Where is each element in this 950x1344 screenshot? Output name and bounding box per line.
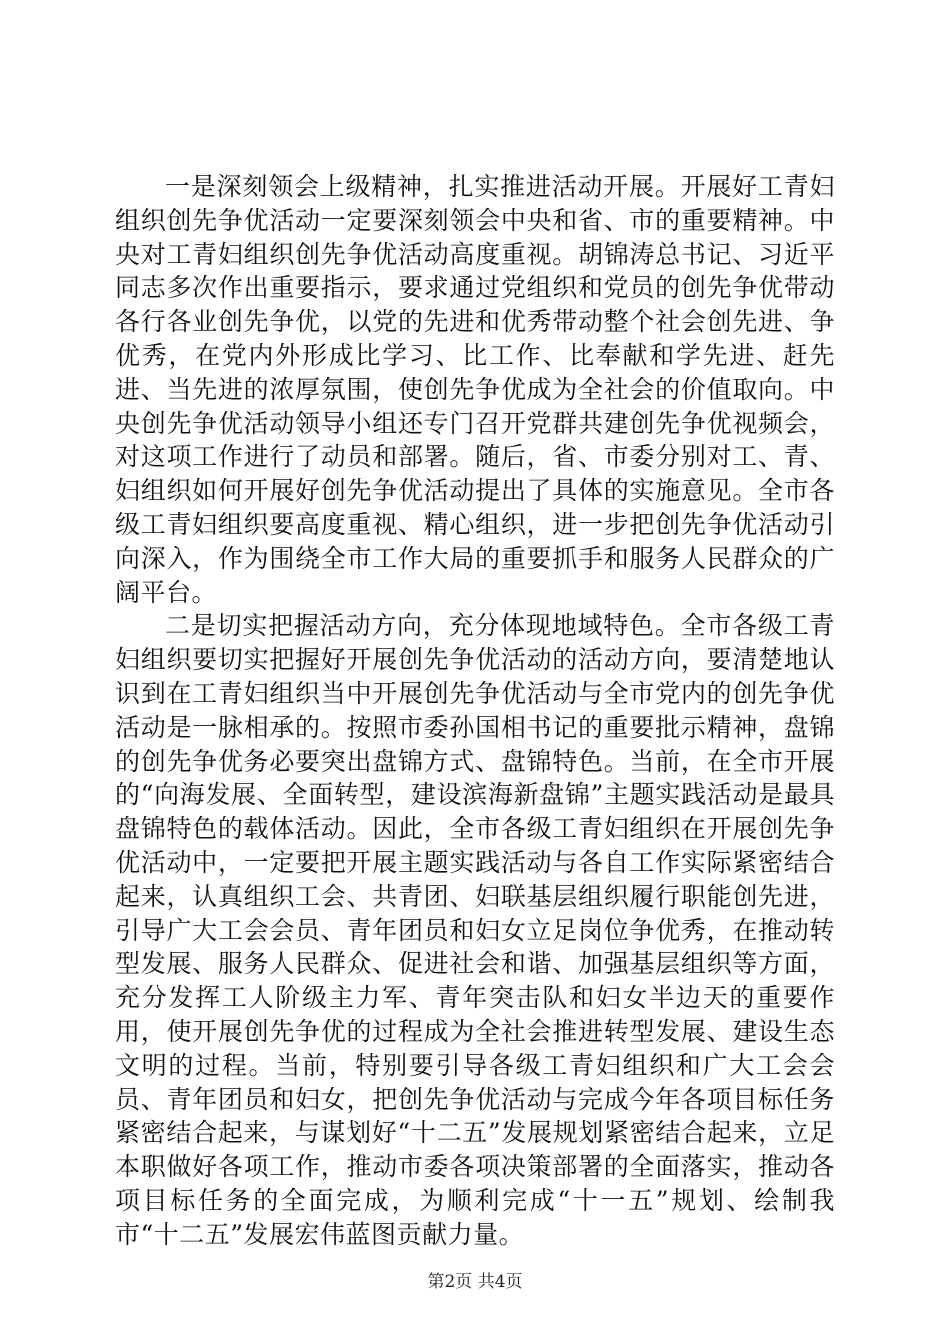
document-body <box>115 170 835 1252</box>
paragraph-1: 一是深刻领会上级精神，扎实推进活动开展。开展好工青妇组织创先争优活动一定要深刻领会中央和省、市的重要精神。中央对工青妇组织创先争优活动高度重视。胡锦涛总书记、习近平同志多次作出重要指示，要求通过党组织和党员的创先争优带动各行各业创先争优，以党的先进和优秀带动整个社会创先进、争优秀，在党内外形成比学习、比工作、比奉献和学先进、赶先进、当先进的浓厚氛围，使创先争优成为全社会的价值取向。中央创先争优活动领导小组还专门召开党群共建创先争优视频会，对这项工作进行了动员和部署。随后，省、市委分别对工、青、妇组织如何开展好创先争优活动提出了具体的实施意见。全市各级工青妇组织要高度重视、精心组织，进一步把创先争优活动引向深入，作为围绕全市工作大局的重要抓手和服务人民群众的广阔平台。 <box>115 172 835 607</box>
paragraph-2: 二是切实把握活动方向，充分体现地域特色。全市各级工青妇组织要切实把握好开展创先争优活动的活动方向，要清楚地认识到在工青妇组织当中开展创先争优活动与全市党内的创先争优活动是一脉相承的。按照市委孙国相书记的重要批示精神，盘锦的创先争优务必要突出盘锦方式、盘锦特色。当前，在全市开展的“向海发展、全面转型，建设滨海新盘锦”主题实践活动是最具盘锦特色的载体活动。因此，全市各级工青妇组织在开展创先争优活动中，一定要把开展主题实践活动与各自工作实际紧密结合起来，认真组织工会、共青团、妇联基层组织履行职能创先进，引导广大工会会员、青年团员和妇女立足岗位争优秀，在推动转型发展、服务人民群众、促进社会和谐、加强基层组织等方面，充分发挥工人阶级主力军、青年突击队和妇女半边天的重要作用，使开展创先争优的过程成为全社会推进转型发展、建设生态文明的过程。当前，特别要引导各级工青妇组织和广大工会会员、青年团员和妇女，把创先争优活动与完成今年各项目标任务紧密结合起来，与谋划好“十二五”发展规划紧密结合起来，立足本职做好各项工作，推动市委各项决策部署的全面落实，推动各项目标任务的全面完成，为顺利完成“十一五”规划、绘制我市“十二五”发展宏伟蓝图贡献力量。 <box>115 611 835 1249</box>
page-footer: 第2页 共4页 <box>427 1272 523 1292</box>
